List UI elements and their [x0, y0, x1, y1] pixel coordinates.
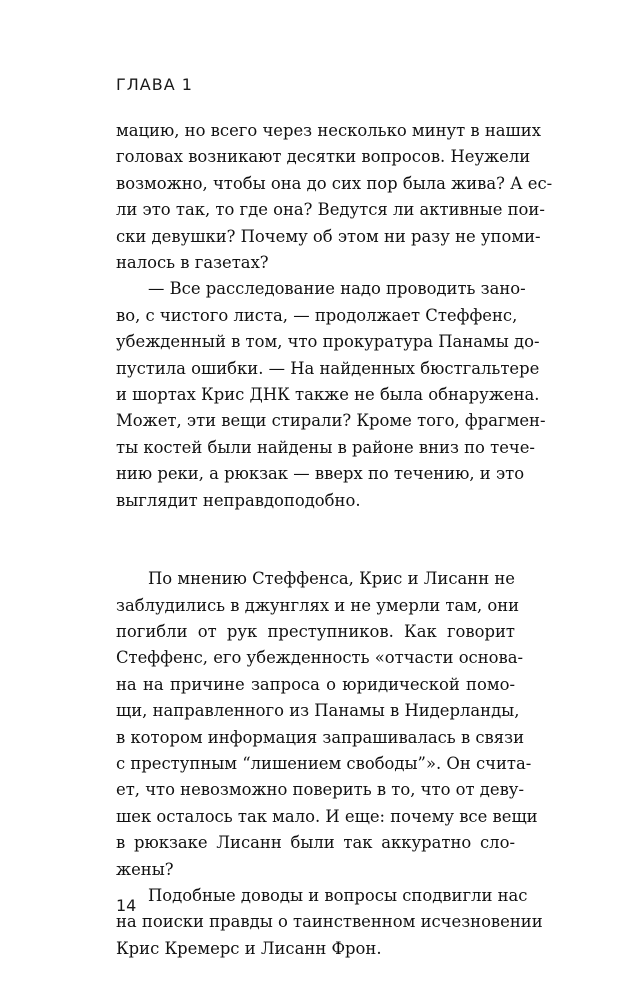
text-line: ет, что невозможно поверить в то, что от деву-	[116, 780, 524, 800]
text-line: на на причине запроса о юридической помо-	[116, 674, 515, 694]
text-line: на поиски правды о таинственном исчезновении	[116, 912, 543, 932]
text-line: погибли от рук преступников. Как говорит	[116, 621, 515, 641]
text-line: Крис Кремерс и Лисанн Фрон.	[116, 938, 382, 958]
text-line: возможно, чтобы она до сих пор была жива? А ес-	[116, 173, 553, 193]
paragraph-1	[116, 118, 553, 276]
text-line: пустила ошибки. — На найденных бюстгальтере	[116, 358, 540, 378]
text-line: Стеффенс, его убежденность «отчасти основа-	[116, 648, 524, 668]
text-line: в котором информация запрашивалась в связи	[116, 727, 524, 747]
running-head: ГЛАВА 1	[116, 75, 193, 94]
text-line: мацию, но всего через несколько минут в наших	[116, 121, 541, 140]
text-line: убежденный в том, что прокуратура Панамы до-	[116, 332, 540, 352]
paragraph-3	[116, 566, 538, 883]
text-line: — Все расследование надо проводить зано-	[148, 279, 526, 299]
text-line: заблудились в джунглях и не умерли там, они	[116, 595, 520, 615]
text-line: ты костей были найдены в районе вниз по тече-	[116, 437, 535, 457]
text-line: жены?	[116, 859, 174, 879]
text-line: налось в газетах?	[116, 253, 269, 273]
body-text	[116, 118, 553, 962]
page-number: 14	[116, 896, 137, 915]
text-line: По мнению Стеффенса, Крис и Лисанн не	[148, 569, 515, 589]
paragraph-2	[116, 276, 546, 514]
text-line: Может, эти вещи стирали? Кроме того, фрагмен-	[116, 411, 546, 431]
text-line: в рюкзаке Лисанн были так аккуратно сло-	[116, 833, 515, 853]
text-line: щи, направленного из Панамы в Нидерланды,	[116, 701, 520, 721]
text-line: Подобные доводы и вопросы сподвигли нас	[148, 885, 528, 905]
text-line: шек осталось так мало. И еще: почему все вещи	[116, 806, 538, 826]
text-line: ли это так, то где она? Ведутся ли активные пои-	[116, 200, 545, 220]
text-line: головах возникают десятки вопросов. Неужели	[116, 147, 531, 167]
text-line: нию реки, а рюкзак — вверх по течению, и это	[116, 464, 525, 484]
text-line: ски девушки? Почему об этом ни разу не упоми-	[116, 226, 541, 246]
paragraph-4	[116, 883, 543, 962]
text-line: выглядит неправдоподобно.	[116, 490, 361, 510]
text-line: во, с чистого листа, — продолжает Стеффенс,	[116, 305, 518, 325]
section-break	[116, 514, 515, 566]
text-line: с преступным “лишением свободы”». Он считa-	[116, 753, 532, 773]
text-line: и шортах Крис ДНК также не была обнаружена.	[116, 385, 540, 405]
